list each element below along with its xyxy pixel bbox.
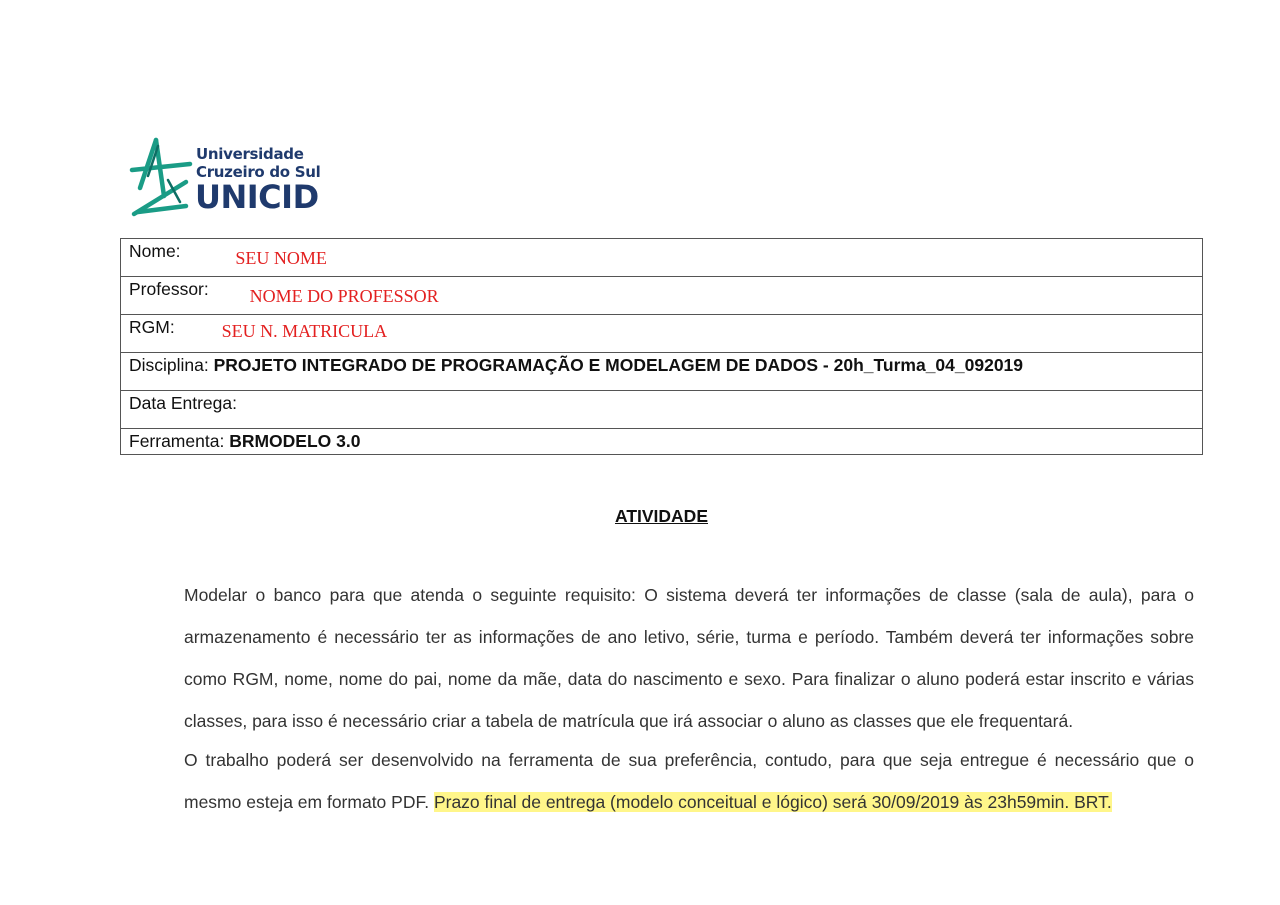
activity-description	[184, 574, 1194, 823]
table-row-disciplina	[121, 353, 1203, 391]
submission-text: O trabalho poderá ser desenvolvido na ferramenta de sua preferência, contudo, para que seja entregue é necessário que o mesmo esteja em formato PDF.	[184, 750, 1194, 812]
rgm-value[interactable]: SEU N. MATRICULA	[221, 321, 388, 341]
deadline-highlight: Prazo final de entrega (modelo conceitual e lógico) será 30/09/2019 às 23h59min. BRT.	[433, 792, 1112, 812]
table-row-nome	[121, 239, 1203, 277]
professor-value[interactable]: NOME DO PROFESSOR	[249, 286, 439, 306]
nome-label: Nome:	[129, 241, 181, 261]
ferramenta-label: Ferramenta:	[129, 431, 225, 451]
paragraph-submission	[184, 739, 1194, 823]
university-logo	[128, 136, 321, 220]
student-info-table	[120, 238, 1203, 455]
activity-heading: ATIVIDADE	[614, 506, 708, 526]
logo-text-line1: Universidade	[196, 145, 304, 163]
logo-text-line2: Cruzeiro do Sul	[196, 163, 321, 181]
rgm-label: RGM:	[129, 317, 175, 337]
disciplina-label: Disciplina:	[129, 355, 209, 375]
nome-value[interactable]: SEU NOME	[235, 248, 327, 268]
table-row-professor	[121, 277, 1203, 315]
data-entrega-label: Data Entrega:	[129, 393, 237, 413]
ferramenta-value: BRMODELO 3.0	[229, 431, 361, 451]
table-row-ferramenta	[121, 429, 1203, 455]
professor-label: Professor:	[129, 279, 209, 299]
table-row-data-entrega	[121, 391, 1203, 429]
logo-text-line3: UNICID	[195, 178, 319, 216]
disciplina-value: PROJETO INTEGRADO DE PROGRAMAÇÃO E MODELAGEM DE DADOS - 20h_Turma_04_092019	[213, 355, 1024, 375]
paragraph-requirements: Modelar o banco para que atenda o seguinte requisito: O sistema deverá ter informações de classe (sala de aula), para o armazenamento é necessário ter as informações de ano letivo, série, turma e período. Também deverá ter informações sobre como RGM, nome, nome do pai, nome da mãe, data do nascimento e sexo. Para finalizar o aluno poderá estar inscrito e várias classes, para isso é necessário criar a tabela de matrícula que irá associar o aluno as classes que ele frequentará.	[184, 585, 1194, 731]
star-logo-icon	[128, 136, 194, 218]
table-row-rgm	[121, 315, 1203, 353]
